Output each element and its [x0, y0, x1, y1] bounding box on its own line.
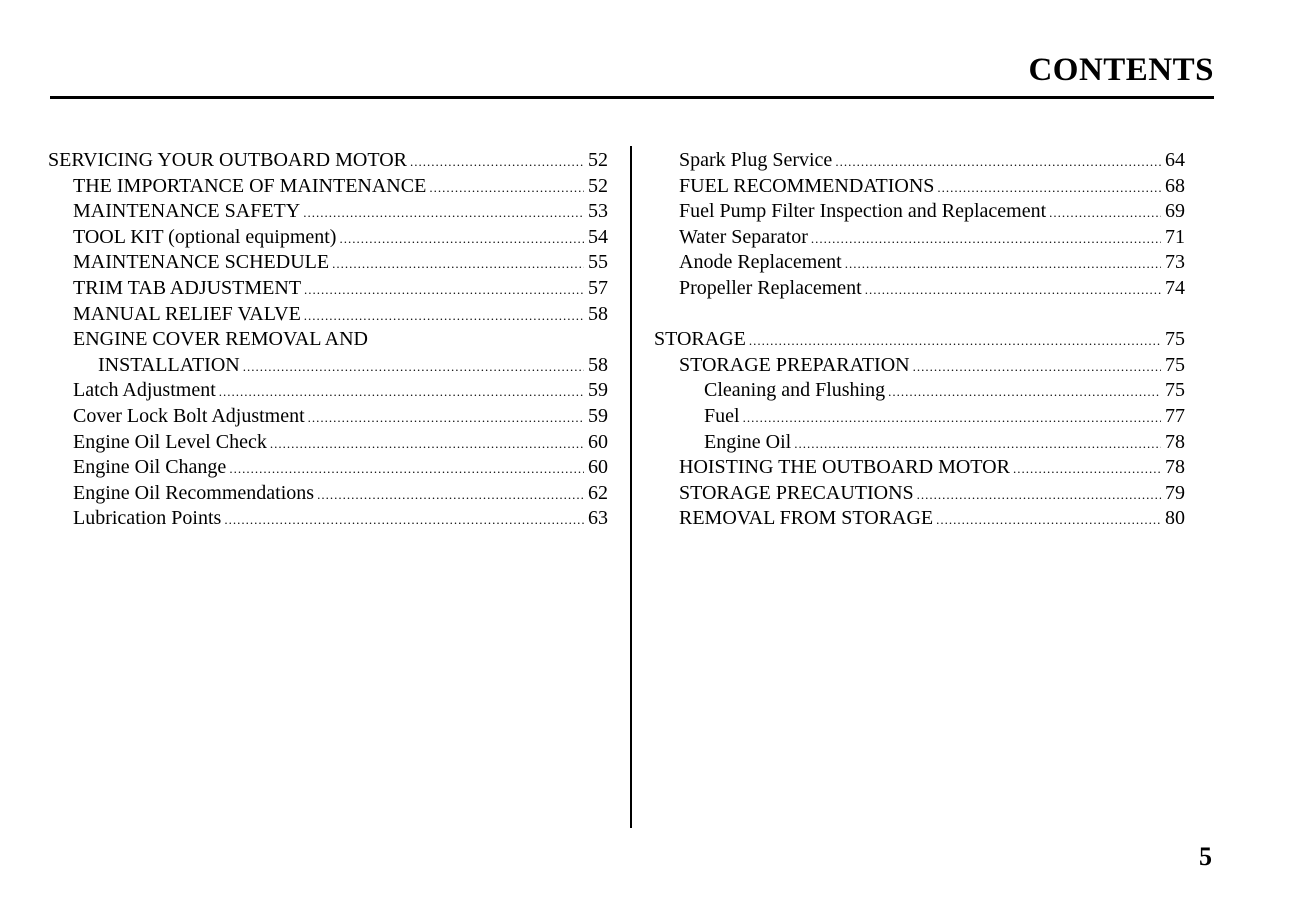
- toc-entry[interactable]: [48, 302, 608, 328]
- toc-entry[interactable]: [48, 506, 608, 532]
- toc-entry-title: Propeller Replacement: [679, 276, 862, 299]
- toc-entry[interactable]: [48, 404, 608, 430]
- toc-entry-title: Engine Oil: [704, 430, 792, 453]
- toc-entry-page: 60: [588, 430, 608, 453]
- toc-entry-title: Engine Oil Level Check: [73, 430, 267, 453]
- toc-entry-page: 52: [588, 174, 608, 197]
- toc-dot-leader: [917, 482, 1161, 508]
- toc-entry-title: FUEL RECOMMENDATIONS: [679, 174, 935, 197]
- toc-entry-page: 78: [1165, 430, 1185, 453]
- toc-entry-title: HOISTING THE OUTBOARD MOTOR: [679, 456, 1010, 479]
- toc-entry[interactable]: [654, 378, 1185, 404]
- toc-entry-page: 75: [1165, 379, 1185, 402]
- toc-entry-title: Spark Plug Service: [679, 149, 833, 171]
- page-number: 5: [1199, 842, 1212, 871]
- toc-dot-leader: [936, 507, 1161, 533]
- toc-entry[interactable]: [654, 225, 1185, 251]
- toc-entry-title: REMOVAL FROM STORAGE: [679, 507, 934, 530]
- toc-entry[interactable]: [654, 430, 1185, 456]
- toc-right-column: [654, 148, 1185, 532]
- toc-dot-leader: [410, 149, 584, 175]
- toc-entry[interactable]: [654, 404, 1185, 430]
- toc-entry-page: 68: [1165, 174, 1185, 197]
- toc-entry-title: MAINTENANCE SCHEDULE: [73, 251, 330, 274]
- toc-dot-leader: [339, 226, 584, 252]
- toc-dot-leader: [317, 482, 584, 508]
- toc-entry[interactable]: [654, 353, 1185, 379]
- toc-entry[interactable]: [48, 455, 608, 481]
- toc-entry[interactable]: [654, 327, 1185, 353]
- toc-entry[interactable]: [48, 276, 608, 302]
- toc-dot-leader: [865, 277, 1161, 303]
- toc-dot-leader: [429, 175, 584, 201]
- toc-dot-leader: [243, 354, 584, 380]
- toc-dot-leader: [303, 200, 584, 226]
- toc-dot-leader: [937, 175, 1161, 201]
- toc-entry-title: Lubrication Points: [73, 507, 222, 530]
- toc-entry[interactable]: [48, 199, 608, 225]
- toc-entry-page: 57: [588, 276, 608, 299]
- toc-entry-title: MANUAL RELIEF VALVE: [73, 302, 301, 325]
- toc-entry[interactable]: [48, 378, 608, 404]
- toc-entry-page: 80: [1165, 507, 1185, 530]
- toc-entry-title: Latch Adjustment: [73, 379, 216, 402]
- toc-entry-page: 55: [588, 251, 608, 274]
- toc-entry-page: 71: [1165, 225, 1185, 248]
- toc-entry-title: TOOL KIT (optional equipment): [73, 225, 337, 248]
- page-title: CONTENTS: [1028, 52, 1214, 88]
- toc-entry-page: 64: [1165, 149, 1185, 171]
- toc-entry[interactable]: [654, 250, 1185, 276]
- toc-entry-page: 52: [588, 149, 608, 171]
- toc-left-column: [48, 148, 608, 532]
- toc-entry-page: 53: [588, 200, 608, 223]
- toc-entry[interactable]: [48, 327, 608, 353]
- toc-dot-leader: [304, 277, 584, 303]
- header-rule: [50, 96, 1214, 99]
- toc-entry-title: Anode Replacement: [679, 251, 842, 274]
- toc-entry[interactable]: [48, 353, 608, 379]
- toc-dot-leader: [224, 507, 584, 533]
- toc-entry-title: STORAGE PREPARATION: [679, 353, 910, 376]
- toc-entry-page: 69: [1165, 200, 1185, 223]
- toc-entry-title: Cover Lock Bolt Adjustment: [73, 404, 305, 427]
- toc-entry-page: 78: [1165, 456, 1185, 479]
- toc-entry-title: THE IMPORTANCE OF MAINTENANCE: [73, 174, 427, 197]
- toc-entry-title: Cleaning and Flushing: [704, 379, 886, 402]
- toc-entry[interactable]: [654, 506, 1185, 532]
- toc-entry-page: 63: [588, 507, 608, 530]
- toc-dot-leader: [845, 251, 1161, 277]
- toc-entry-page: 54: [588, 225, 608, 248]
- toc-entry[interactable]: [48, 148, 608, 174]
- toc-dot-leader: [219, 379, 584, 405]
- toc-entry[interactable]: [48, 225, 608, 251]
- column-divider: [630, 146, 632, 828]
- toc-entry-title: SERVICING YOUR OUTBOARD MOTOR: [48, 149, 407, 171]
- toc-entry-title: TRIM TAB ADJUSTMENT: [73, 276, 302, 299]
- toc-entry-title: Engine Oil Recommendations: [73, 481, 315, 504]
- toc-dot-leader: [270, 431, 584, 457]
- toc-entry-page: 74: [1165, 276, 1185, 299]
- toc-dot-leader: [229, 456, 584, 482]
- toc-entry-page: 62: [588, 481, 608, 504]
- toc-entry[interactable]: [654, 199, 1185, 225]
- toc-dot-leader: [811, 226, 1161, 252]
- toc-entry-title: Engine Oil Change: [73, 456, 227, 479]
- toc-entry-page: 77: [1165, 404, 1185, 427]
- toc-entry-page: 75: [1165, 328, 1185, 351]
- toc-entry-title: Fuel: [704, 404, 740, 427]
- toc-entry-title: MAINTENANCE SAFETY: [73, 200, 301, 223]
- toc-entry[interactable]: [48, 250, 608, 276]
- toc-entry-title: INSTALLATION: [98, 353, 240, 376]
- toc-entry[interactable]: [48, 481, 608, 507]
- toc-entry-title: Water Separator: [679, 225, 808, 248]
- toc-dot-leader: [743, 405, 1161, 431]
- toc-entry-page: 60: [588, 456, 608, 479]
- toc-dot-leader: [1049, 200, 1161, 226]
- toc-entry[interactable]: [654, 481, 1185, 507]
- toc-dot-leader: [835, 149, 1161, 175]
- toc-entry-title: ENGINE COVER REMOVAL AND: [73, 328, 368, 351]
- toc-dot-leader: [888, 379, 1161, 405]
- toc-dot-leader: [304, 303, 584, 329]
- toc-entry-page: 79: [1165, 481, 1185, 504]
- toc-dot-leader: [794, 431, 1161, 457]
- toc-entry-title: STORAGE PRECAUTIONS: [679, 481, 914, 504]
- toc-entry-page: 75: [1165, 353, 1185, 376]
- toc-entry-page: 59: [588, 379, 608, 402]
- toc-dot-leader: [308, 405, 584, 431]
- toc-dot-leader: [749, 328, 1161, 354]
- toc-entry[interactable]: [654, 174, 1185, 200]
- toc-entry[interactable]: [654, 455, 1185, 481]
- toc-entry-title: Fuel Pump Filter Inspection and Replacement: [679, 200, 1047, 223]
- toc-dot-leader: [1013, 456, 1161, 482]
- toc-entry-page: 58: [588, 353, 608, 376]
- toc-entry-title: STORAGE: [654, 328, 746, 351]
- toc-dot-leader: [332, 251, 584, 277]
- toc-entry-page: 59: [588, 404, 608, 427]
- toc-entry-page: 73: [1165, 251, 1185, 274]
- toc-spacer: [654, 302, 1185, 328]
- toc-entry-page: 58: [588, 302, 608, 325]
- toc-entry[interactable]: [48, 174, 608, 200]
- toc-entry[interactable]: [48, 430, 608, 456]
- toc-entry[interactable]: [654, 148, 1185, 174]
- toc-entry[interactable]: [654, 276, 1185, 302]
- toc-dot-leader: [913, 354, 1161, 380]
